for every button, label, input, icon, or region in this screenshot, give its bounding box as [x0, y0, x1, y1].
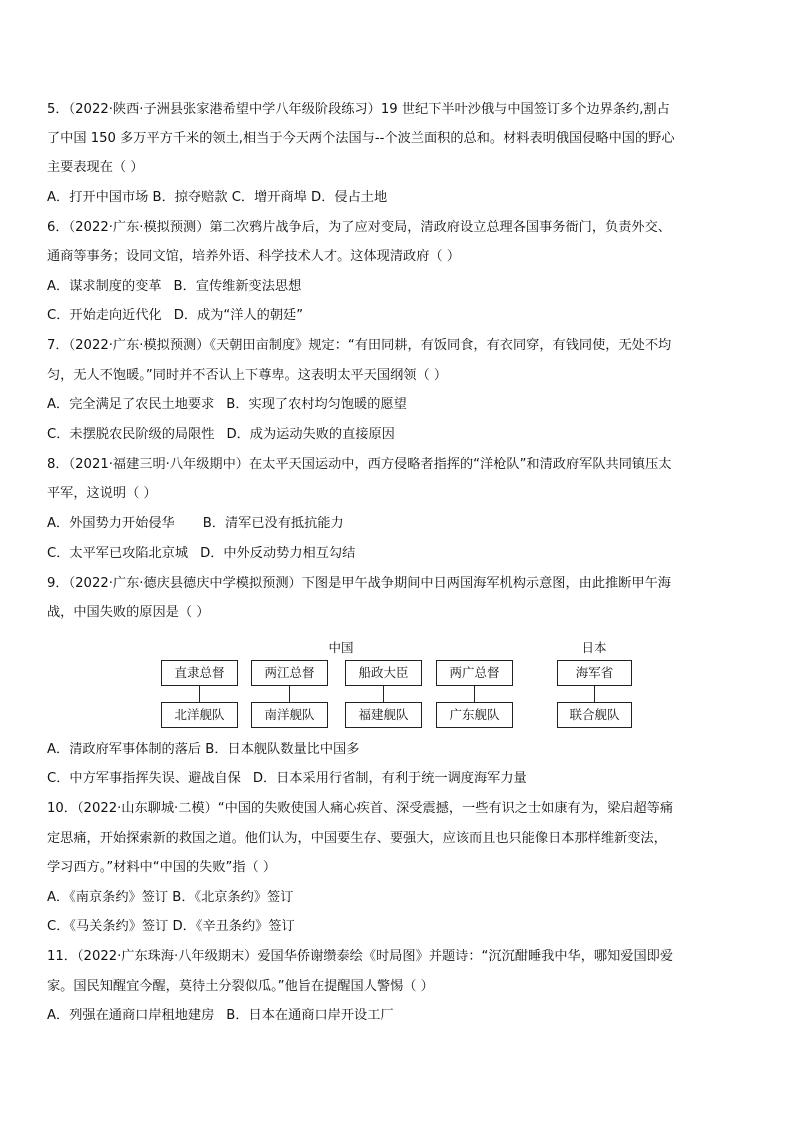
q8-option-d: D．中外反动势力相互勾结 — [200, 546, 356, 561]
q9-options-row1: A．清政府军事体制的落后 B．日本舰队数量比中国多 — [47, 742, 360, 757]
china-top-box-1: 直隶总督 — [161, 660, 238, 686]
japan-bottom-box: 联合舰队 — [557, 702, 632, 728]
china-bottom-box-2: 南洋舰队 — [251, 702, 328, 728]
q9-option-c: C．中方军事指挥失误、避战自保 — [47, 771, 241, 786]
china-bottom-box-4: 广东舰队 — [436, 702, 513, 728]
japan-top-box: 海军省 — [557, 660, 632, 686]
q9-options-row2 — [47, 770, 527, 788]
connector-line — [289, 686, 290, 702]
china-top-box-2: 两江总督 — [251, 660, 328, 686]
q8-stem-line1: 8．（2021·福建三明·八年级期中）在太平天国运动中，西方侵略者指挥的“洋枪队”和清政府军队共同镇压太 — [47, 457, 672, 472]
q7-option-a: A．完全满足了农民土地要求 — [47, 397, 215, 412]
q5-stem-line3: 主要表现在（ ） — [47, 160, 144, 175]
connector-line — [474, 686, 475, 702]
china-top-box-3: 船政大臣 — [345, 660, 422, 686]
q8-stem-line2: 平军，这说明（ ） — [47, 486, 157, 501]
q6-option-c: C．开始走向近代化 — [47, 308, 162, 323]
q7-stem-line1: 7．（2022·广东·模拟预测）《天朝田亩制度》规定：“有田同耕，有饭同食，有衣同穿，有钱同使，无处不均 — [47, 338, 672, 353]
q9-stem-line1: 9．（2022·广东·德庆县德庆中学模拟预测）下图是甲午战争期间中日两国海军机构示意图，由此推断甲午海 — [47, 576, 671, 591]
q7-option-c: C．未摆脱农民阶级的局限性 — [47, 427, 215, 442]
q9-stem-line2: 战，中国失败的原因是（ ） — [47, 605, 210, 620]
q11-options-row1 — [47, 1007, 394, 1025]
china-top-box-4: 两广总督 — [436, 660, 513, 686]
connector-line — [199, 686, 200, 702]
q10-stem-line3: 学习西方。”材料中“中国的失败”指（ ） — [47, 860, 277, 875]
q10-options-row1: A．《南京条约》签订 B．《北京条约》签订 — [47, 890, 294, 905]
q8-option-c: C．太平军已攻陷北京城 — [47, 546, 189, 561]
china-label: 中国 — [328, 640, 354, 655]
q6-option-a: A．谋求制度的变革 — [47, 279, 162, 294]
q9-option-d: D．日本采用行省制，有利于统一调度海军力量 — [252, 771, 527, 786]
q6-stem-line2: 通商等事务；设同文馆，培养外语、科学技术人才。这体现清政府（ ） — [47, 249, 461, 264]
q8-option-b: B．清军已没有抵抗能力 — [202, 516, 344, 531]
q5-stem-line2: 了中国 150 多万平方千米的领土,相当于今天两个法国与--个波兰面积的总和。材料表明俄国侵略中国的野心 — [47, 131, 675, 146]
q11-stem-line2: 家。国民知醒宜今醒，莫待土分裂似瓜。”他旨在提醒国人警惕（ ） — [47, 979, 434, 994]
q10-stem-line1: 10．（2022·山东聊城·二模）“中国的失败使国人痛心疾首、深受震撼，一些有识之士如康有为，梁启超等痛 — [47, 801, 674, 816]
q5-options: A．打开中国市场 B．掠夺赔款 C．增开商埠 D．侵占土地 — [47, 190, 388, 205]
q5-stem-line1: 5．（2022·陕西·子洲县张家港希望中学八年级阶段练习）19 世纪下半叶沙俄与中国签订多个边界条约,割占 — [47, 102, 670, 117]
q7-stem-line2: 匀，无人不饱暖。”同时并不否认上下尊卑。这表明太平天国纲领（ ） — [47, 368, 448, 383]
q6-stem-line1: 6．（2022·广东·模拟预测）第二次鸦片战争后，为了应对变局，清政府设立总理各国事务衙门，负责外交、 — [47, 220, 671, 235]
q11-option-a: A．列强在通商口岸租地建房 — [47, 1008, 215, 1023]
q6-option-d: D．成为“洋人的朝廷” — [173, 308, 304, 323]
q7-option-d: D．成为运动失败的直接原因 — [226, 427, 395, 442]
q11-stem-line1: 11．（2022·广东珠海·八年级期末）爱国华侨谢缵泰绘《时局图》并题诗：“沉沉酣睡我中华，哪知爱国即爱 — [47, 949, 674, 964]
china-bottom-box-1: 北洋舰队 — [161, 702, 238, 728]
china-bottom-box-3: 福建舰队 — [345, 702, 422, 728]
q10-options-row2: C．《马关条约》签订 D．《辛丑条约》签订 — [47, 919, 295, 934]
q6-option-b: B．宣传维新变法思想 — [173, 279, 302, 294]
q8-option-a: A．外国势力开始侵华 — [47, 516, 175, 531]
q11-option-b: B．日本在通商口岸开设工厂 — [226, 1008, 394, 1023]
japan-label: 日本 — [581, 640, 607, 655]
q10-stem-line2: 定思痛，开始探索新的救国之道。他们认为，中国要生存、要强大，应该而且也只能像日本那样维新变法， — [47, 831, 667, 846]
q7-option-b: B．实现了农村均匀饱暖的愿望 — [226, 397, 407, 412]
connector-line — [594, 686, 595, 702]
connector-line — [383, 686, 384, 702]
